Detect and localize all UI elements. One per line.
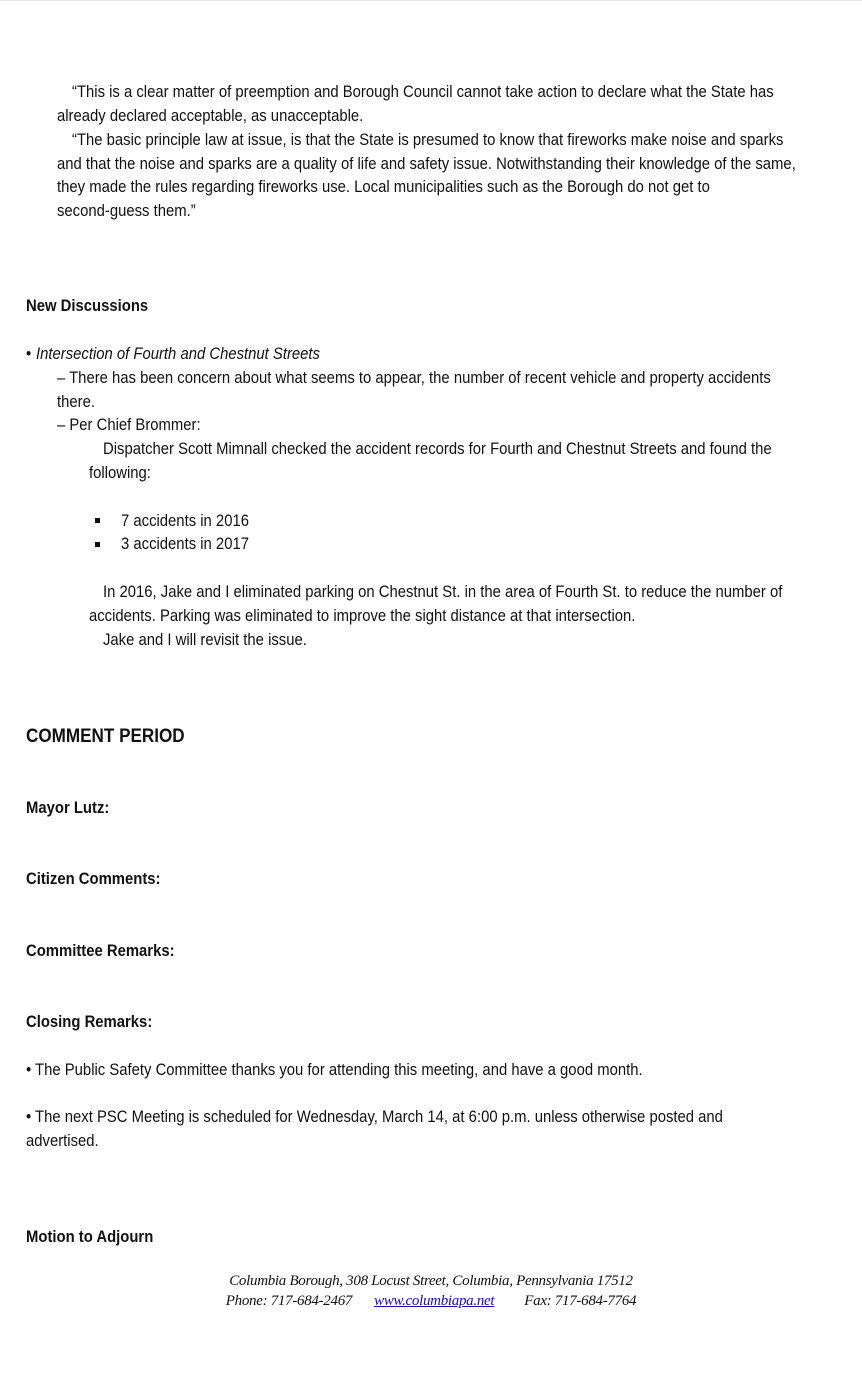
revisit-line: Jake and I will revisit the issue.: [103, 631, 307, 649]
concern-line1: – There has been concern about what seems to appear, the number of recent vehicle and property accidents: [57, 369, 771, 387]
next-meeting-line2: advertised.: [26, 1132, 99, 1150]
list-item: 3 accidents in 2017: [121, 535, 249, 553]
committee-remarks-heading: Committee Remarks:: [26, 942, 175, 960]
footer-phone: Phone: 717-684-2467: [225, 1293, 353, 1309]
footer-website-link[interactable]: www.columbiapa.net: [374, 1293, 495, 1309]
footer-contact: [0, 1291, 862, 1311]
comment-period-heading: COMMENT PERIOD: [26, 726, 185, 747]
parking-line2: accidents. Parking was eliminated to improve the sight distance at that intersection.: [89, 607, 636, 625]
concern-line2: there.: [57, 393, 95, 411]
motion-to-adjourn-heading: Motion to Adjourn: [26, 1228, 154, 1246]
per-chief: – Per Chief Brommer:: [57, 416, 201, 434]
quote-p2-line4: second-guess them.”: [57, 202, 196, 220]
quote-p2-line1: “The basic principle law at issue, is that the State is presumed to know that fireworks make noise and sparks: [72, 131, 784, 149]
dispatcher-line2: following:: [89, 464, 151, 482]
list-item: 7 accidents in 2016: [121, 512, 249, 530]
quote-p1-line1: “This is a clear matter of preemption and Borough Council cannot take action to declare what the State has: [72, 83, 774, 101]
new-discussions-heading: New Discussions: [26, 297, 149, 315]
topic-bullet: •: [26, 345, 32, 363]
list-square-bullet: [95, 542, 100, 547]
page-top-border: [0, 0, 862, 1]
footer-fax: Fax: 717-684-7764: [524, 1293, 637, 1309]
topic-title: Intersection of Fourth and Chestnut Streets: [36, 345, 320, 363]
quote-p1-line2: already declared acceptable, as unacceptable.: [57, 107, 364, 125]
citizen-comments-heading: Citizen Comments:: [26, 870, 161, 888]
closing-remarks-heading: Closing Remarks:: [26, 1013, 153, 1031]
thanks-line: • The Public Safety Committee thanks you for attending this meeting, and have a good month.: [26, 1061, 643, 1079]
quote-p2-line2: and that the noise and sparks are a quality of life and safety issue. Notwithstanding their knowledge of the same,: [57, 155, 796, 173]
list-square-bullet: [95, 518, 100, 523]
quote-p2-line3: they made the rules regarding fireworks use. Local municipalities such as the Borough do not get to: [57, 178, 710, 196]
dispatcher-line1: Dispatcher Scott Mimnall checked the accident records for Fourth and Chestnut Streets and found the: [103, 440, 772, 458]
mayor-heading: Mayor Lutz:: [26, 799, 110, 817]
footer-address: Columbia Borough, 308 Locust Street, Columbia, Pennsylvania 17512: [229, 1273, 633, 1289]
parking-line1: In 2016, Jake and I eliminated parking on Chestnut St. in the area of Fourth St. to reduce the number of: [103, 583, 783, 601]
next-meeting-line1: • The next PSC Meeting is scheduled for Wednesday, March 14, at 6:00 p.m. unless otherwise posted and: [26, 1108, 723, 1126]
